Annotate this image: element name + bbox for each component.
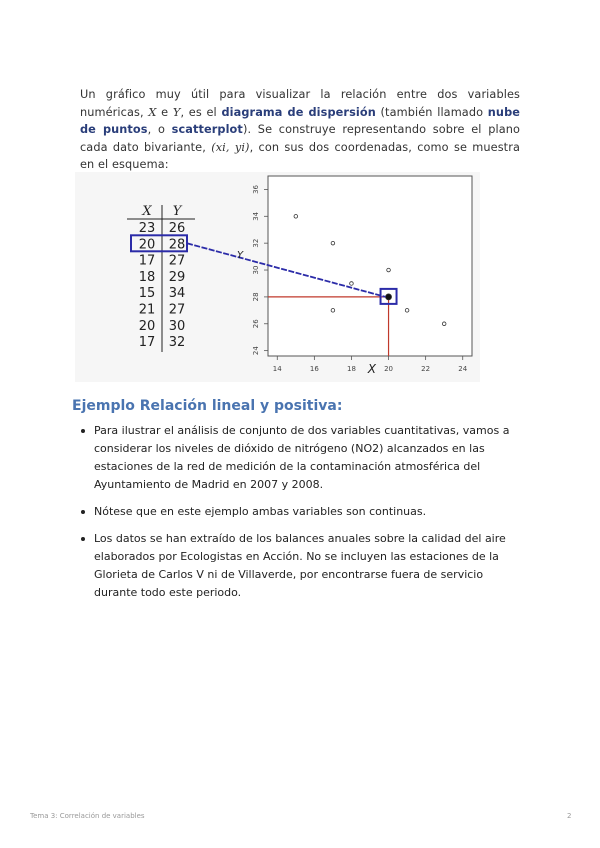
x-tick-label: 16 (309, 365, 319, 373)
table-cell-y: 32 (168, 335, 186, 351)
table-cell-y: 34 (168, 286, 186, 302)
table-cell-y: 27 (168, 253, 186, 269)
table-cell-x: 17 (138, 253, 156, 269)
table-cell-y: 29 (168, 269, 186, 285)
x-tick-label: 20 (384, 365, 394, 373)
page-number: 2 (567, 812, 572, 820)
bullet-item: Los datos se han extraído de los balances anuales sobre la calidad del aire elaborados por Ecologistas en Acción. No se incluyen las estaciones de la Glorieta de Carlos V ni de Villaverde, por encontrarse fuera de servicio durante todo este periodo. (80, 530, 525, 602)
y-tick-label: 34 (252, 211, 260, 221)
table-cell-x: 20 (138, 237, 156, 253)
bullet-list (80, 422, 525, 611)
footer-title: Tema 3: Correlación de variables (30, 812, 145, 820)
bullet-item: Nótese que en este ejemplo ambas variables son continuas. (80, 503, 525, 521)
x-tick-label: 18 (346, 365, 356, 373)
plot-frame (268, 176, 472, 356)
y-tick-label: 28 (252, 292, 260, 302)
y-tick-label: 30 (252, 265, 260, 275)
table-cell-x: 21 (138, 302, 156, 318)
y-tick-label: 26 (252, 319, 260, 329)
x-tick-label: 14 (272, 365, 282, 373)
var-y: Y (172, 105, 181, 119)
coord-pair: (xi, yi) (211, 140, 250, 154)
intro-paragraph: Un gráfico muy útil para visualizar la relación entre dos variables numéricas, X e Y, es el diagrama de dispersión (también llamado nube de puntos, o scatterplot). Se construye representando sobre el plano cada dato bivariante, (xi, yi), con sus dos coordenadas, como se muestra en el esquema: (80, 88, 521, 172)
table-cell-x: 20 (138, 318, 156, 334)
table-cell-x: 15 (138, 286, 156, 302)
table-header-x: X (142, 204, 152, 219)
term-diagrama: diagrama de dispersión (221, 105, 376, 119)
term-nube: nube de puntos (80, 105, 521, 137)
x-tick-label: 24 (458, 365, 468, 373)
table-cell-y: 26 (168, 221, 186, 236)
x-tick-label: 22 (421, 365, 431, 373)
table-cell-y: 30 (168, 318, 186, 334)
scatter-figure (75, 172, 480, 382)
scatter-point (386, 294, 392, 300)
y-tick-label: 24 (252, 346, 260, 356)
table-cell-x: 23 (138, 221, 156, 236)
table-header-y: Y (172, 204, 182, 219)
term-scatterplot: scatterplot (171, 123, 243, 137)
var-x: X (148, 105, 157, 119)
y-tick-label: 32 (252, 238, 260, 248)
table-cell-x: 17 (138, 335, 156, 351)
x-axis-label: X (367, 362, 376, 376)
section-title: Ejemplo Relación lineal y positiva: (72, 398, 343, 414)
table-cell-y: 27 (168, 302, 186, 318)
bullet-item: Para ilustrar el análisis de conjunto de dos variables cuantitativas, vamos a considerar los niveles de dióxido de nitrógeno (NO2) alcanzados en las estaciones de la red de medición de la contaminación atmosférica del Ayuntamiento de Madrid en 2007 y 2008. (80, 422, 525, 494)
table-cell-x: 18 (138, 269, 156, 285)
y-axis-label: Y (236, 250, 244, 261)
y-tick-label: 36 (252, 184, 260, 194)
table-cell-y: 28 (168, 237, 186, 253)
